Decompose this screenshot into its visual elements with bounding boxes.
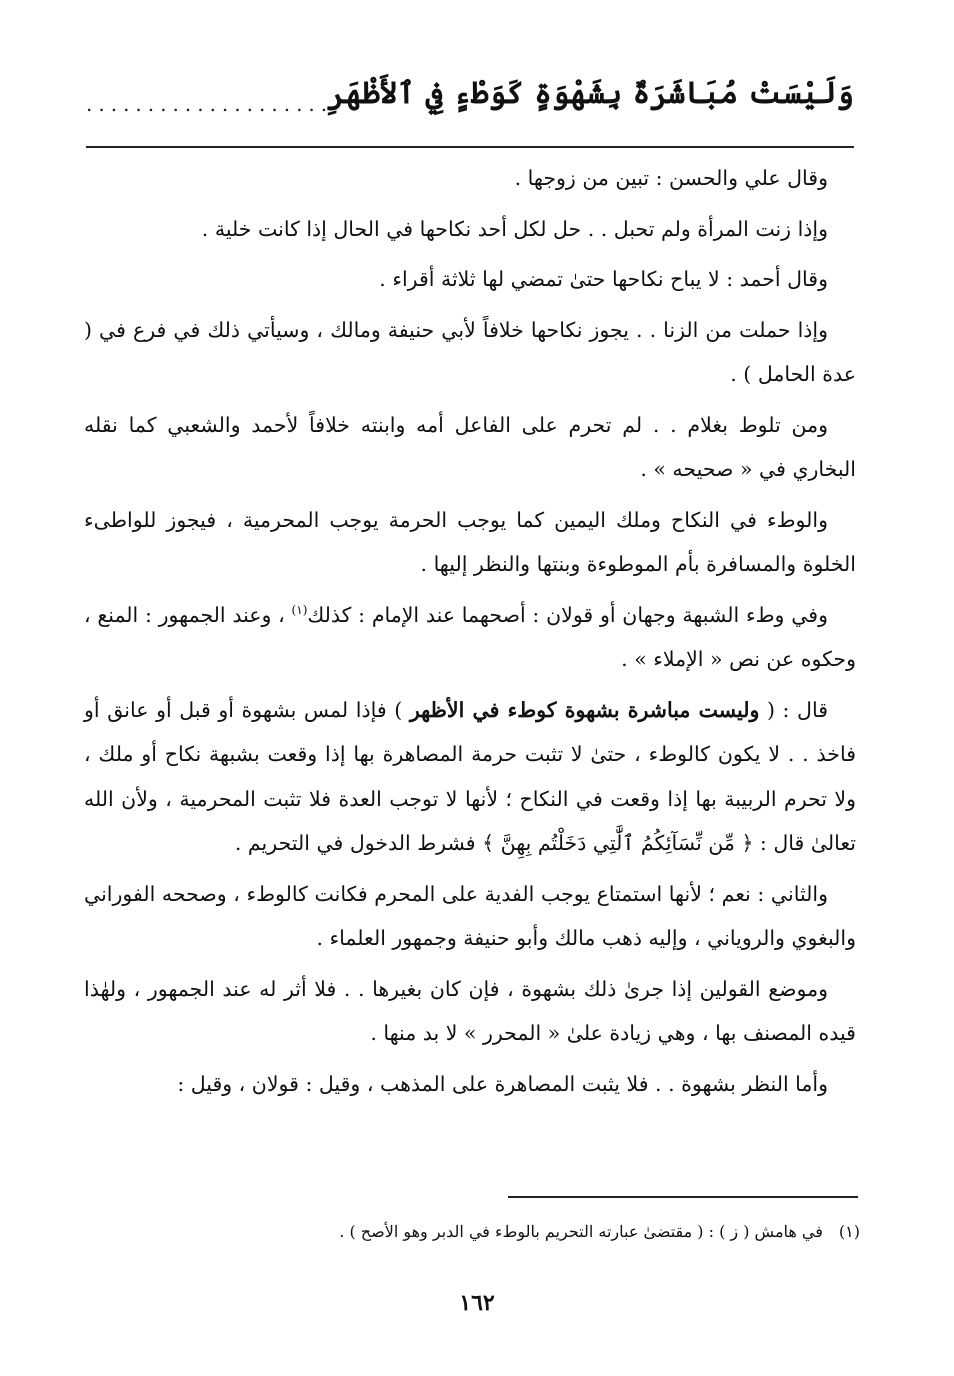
main-text [84,156,856,1112]
paragraph [84,688,856,866]
paragraph: وإذا حملت من الزنا . . يجوز نكاحها خلافاً لأبي حنيفة ومالك ، وسيأتي ذلك في فرع في ( عدة الحامل ) . [84,317,856,386]
paragraph-text: ) فإذا لمس بشهوة أو قبل أو عانق أو فاخذ . . لا يكون كالوطء ، حتىٰ لا تثبت حرمة المصاهرة بها إذا وقعت بشبهة نكاح أو ملك ، ولا تحرم الربيبة بها إذا وقعت في النكاح ؛ لأنها لا توجب العدة فلا تثبت المحرمية ، ولأن الله تعالىٰ قال : ﴿ مِّن نِّسَآئِكُمُ ٱلَّٰتِي دَخَلْتُم بِهِنَّ ﴾ فشرط الدخول في التحريم . [84,697,856,855]
paragraph: ومن تلوط بغلام . . لم تحرم على الفاعل أمه وابنته خلافاً لأحمد والشعبي كما نقله البخاري في « صحيحه » . [84,412,856,481]
paragraph-text: وفي وطء الشبهة وجهان أو قولان : أصحهما عند الإمام : كذلك [307,602,828,627]
paragraph: وموضع القولين إذا جرىٰ ذلك بشهوة ، فإن كان بغيرها . . فلا أثر له عند الجمهور ، ولهٰذا قيده المصنف بها ، وهي زيادة علىٰ « المحرر » لا بد منها . [84,976,856,1045]
page-number: ١٦٢ [459,1290,495,1316]
paragraph: وإذا زنت المرأة ولم تحبل . . حل لكل أحد نكاحها في الحال إذا كانت خلية . [201,216,828,241]
footnote-divider [508,1196,858,1198]
footnote-reference[interactable]: (١) [291,602,308,617]
header-divider [86,146,854,148]
matn-quote: وليست مباشرة بشهوة كوطء في الأظهر [409,697,760,722]
running-header [86,70,854,130]
paragraph: والوطء في النكاح وملك اليمين كما يوجب الحرمة يوجب المحرمية ، فيجوز للواطىء الخلوة والمسافرة بأم الموطوءة وبنتها والنظر إليها . [84,507,856,576]
paragraph: وقال علي والحسن : تبين من زوجها . [514,166,828,190]
paragraph: وقال أحمد : لا يباح نكاحها حتىٰ تمضي لها ثلاثة أقراء . [379,267,828,291]
paragraph-text: ، وعند الجمهور : المنع ، وحكوه عن نص « الإملاء » . [84,602,856,671]
footnote [160,1218,860,1246]
paragraph-text: قال : ( [759,697,828,722]
paragraph: وأما النظر بشهوة . . فلا يثبت المصاهرة على المذهب ، وقيل : قولان ، وقيل : [177,1071,828,1096]
paragraph [84,593,856,682]
paragraph: والثاني : نعم ؛ لأنها استمتاع يوجب الفدية على المحرم فكانت كالوطء ، وصححه الفوراني والبغوي والروياني ، وإليه ذهب مالك وأبو حنيفة وجمهور العلماء . [84,881,856,950]
footnote-text: في هامش ( ز ) : ( مقتضىٰ عبارته التحريم بالوطء في الدبر وهو الأصح ) . [339,1222,823,1241]
header-title: وَلَيْسَتْ مُبَاشَرَةٌ بِشَهْوَةٍ كَوَطْءٍ فِي ٱلأَظْهَرِ [327,76,854,111]
footnote-number: (١) [838,1222,860,1241]
header-leader-dots: .................... [86,92,334,116]
